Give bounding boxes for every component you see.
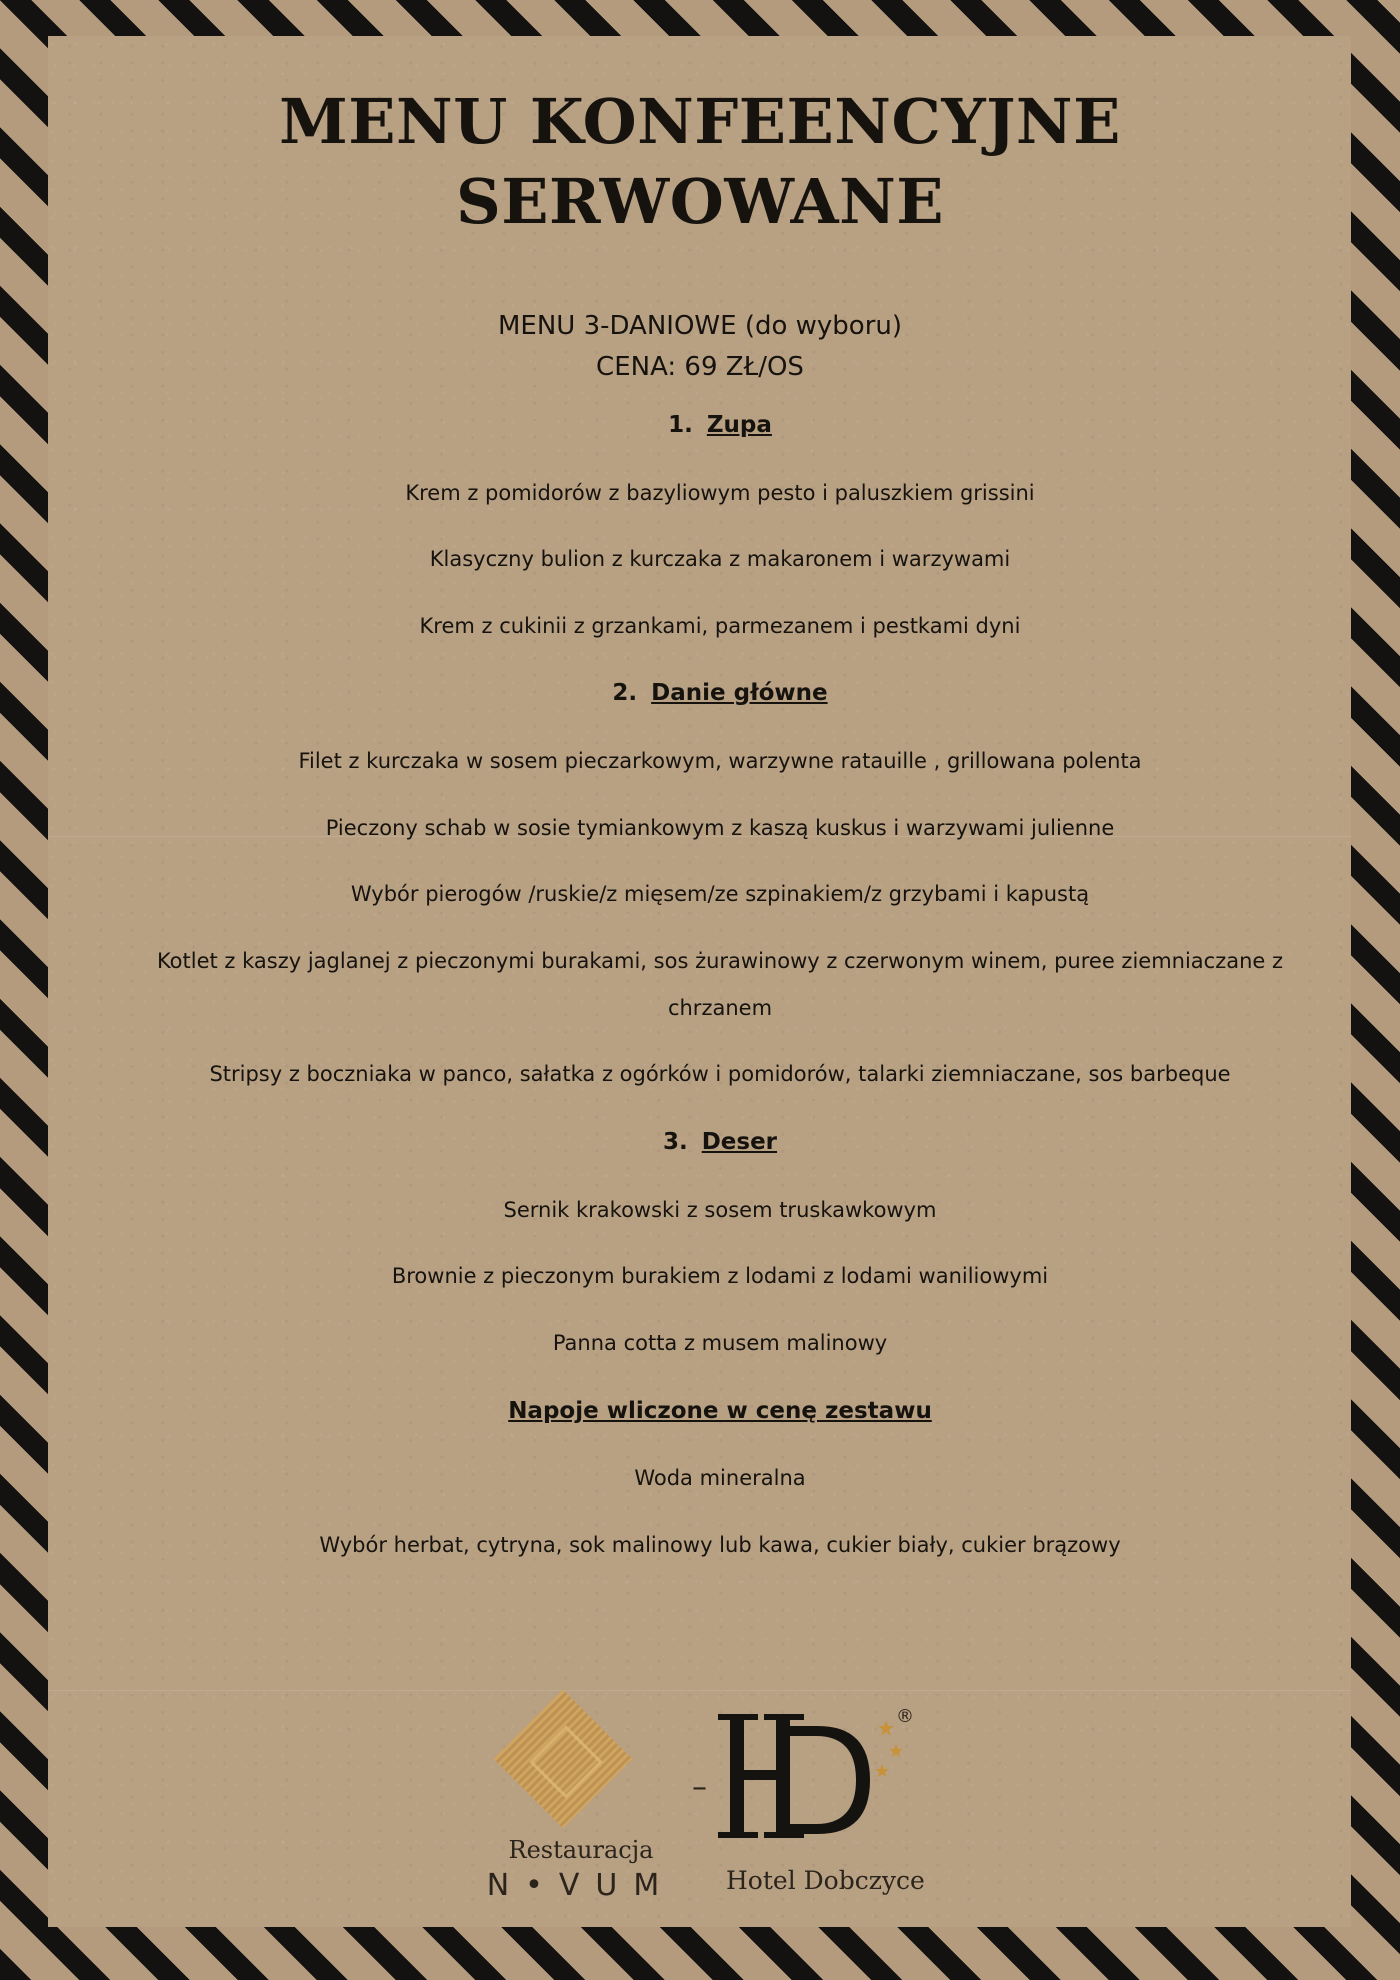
menu-item: Sernik krakowski z sosem truskawkowym (503, 1198, 937, 1222)
section-heading-main-course (0, 678, 1400, 708)
logo-separator: – (692, 1770, 707, 1805)
restaurant-label: Restauracja (508, 1836, 654, 1864)
hotel-dobczyce-logo (718, 1706, 928, 1916)
hotel-name: Hotel Dobczyce (726, 1866, 925, 1895)
section-title: Danie główne (651, 680, 828, 706)
menu-price: CENA: 69 ZŁ/OS (596, 352, 804, 382)
drink-item: Woda mineralna (634, 1466, 806, 1490)
restauracja-novum-logo (466, 1706, 696, 1906)
menu-item: Kotlet z kaszy jaglanej z pieczonymi burakami, sos żurawinowy z czerwonym winem, puree ziemniaczane z (156, 949, 1284, 973)
menu-item: Pieczony schab w sosie tymiankowym z kaszą kuskus i warzywami julienne (325, 816, 1115, 840)
registered-mark: ® (896, 1706, 914, 1727)
section-number: 2. (612, 680, 638, 706)
section-heading-soup (0, 410, 1400, 440)
menu-item: Stripsy z boczniaka w panco, sałatka z ogórków i pomidorów, talarki ziemniaczane, sos barbeque (209, 1062, 1231, 1086)
menu-item: Filet z kurczaka w sosem pieczarkowym, warzywne ratauille , grillowana polenta (298, 749, 1142, 773)
fold-line (48, 1690, 1351, 1691)
menu-subtitle: MENU 3-DANIOWE (do wyboru) (497, 311, 903, 341)
section-heading-dessert (0, 1127, 1400, 1157)
restaurant-name: N•VUM (486, 1868, 676, 1903)
section-number: 1. (668, 412, 693, 438)
menu-item: Klasyczny bulion z kurczaka z makaronem i warzywami (429, 547, 1011, 571)
menu-item-continuation: chrzanem (667, 996, 773, 1020)
section-number: 3. (662, 1129, 688, 1155)
menu-item: Panna cotta z musem malinowy (552, 1331, 888, 1355)
drinks-heading (0, 1396, 1400, 1426)
menu-item: Brownie z pieczonym burakiem z lodami z lodami waniliowymi (391, 1264, 1049, 1288)
hd-monogram-icon (718, 1706, 928, 1866)
page-title-line-2: SERWOWANE (455, 165, 945, 238)
menu-item: Wybór pierogów /ruskie/z mięsem/ze szpinakiem/z grzybami i kapustą (350, 882, 1090, 906)
section-title: Deser (701, 1129, 778, 1155)
page-title-line-1: MENU KONFEENCYJNE (279, 85, 1121, 158)
section-title: Zupa (706, 412, 772, 438)
drinks-title: Napoje wliczone w cenę zestawu (508, 1398, 932, 1424)
menu-item: Krem z cukinii z grzankami, parmezanem i pestkami dyni (419, 614, 1021, 638)
drink-item: Wybór herbat, cytryna, sok malinowy lub kawa, cukier biały, cukier brązowy (319, 1533, 1121, 1557)
menu-item: Krem z pomidorów z bazyliowym pesto i paluszkiem grissini (405, 481, 1035, 505)
